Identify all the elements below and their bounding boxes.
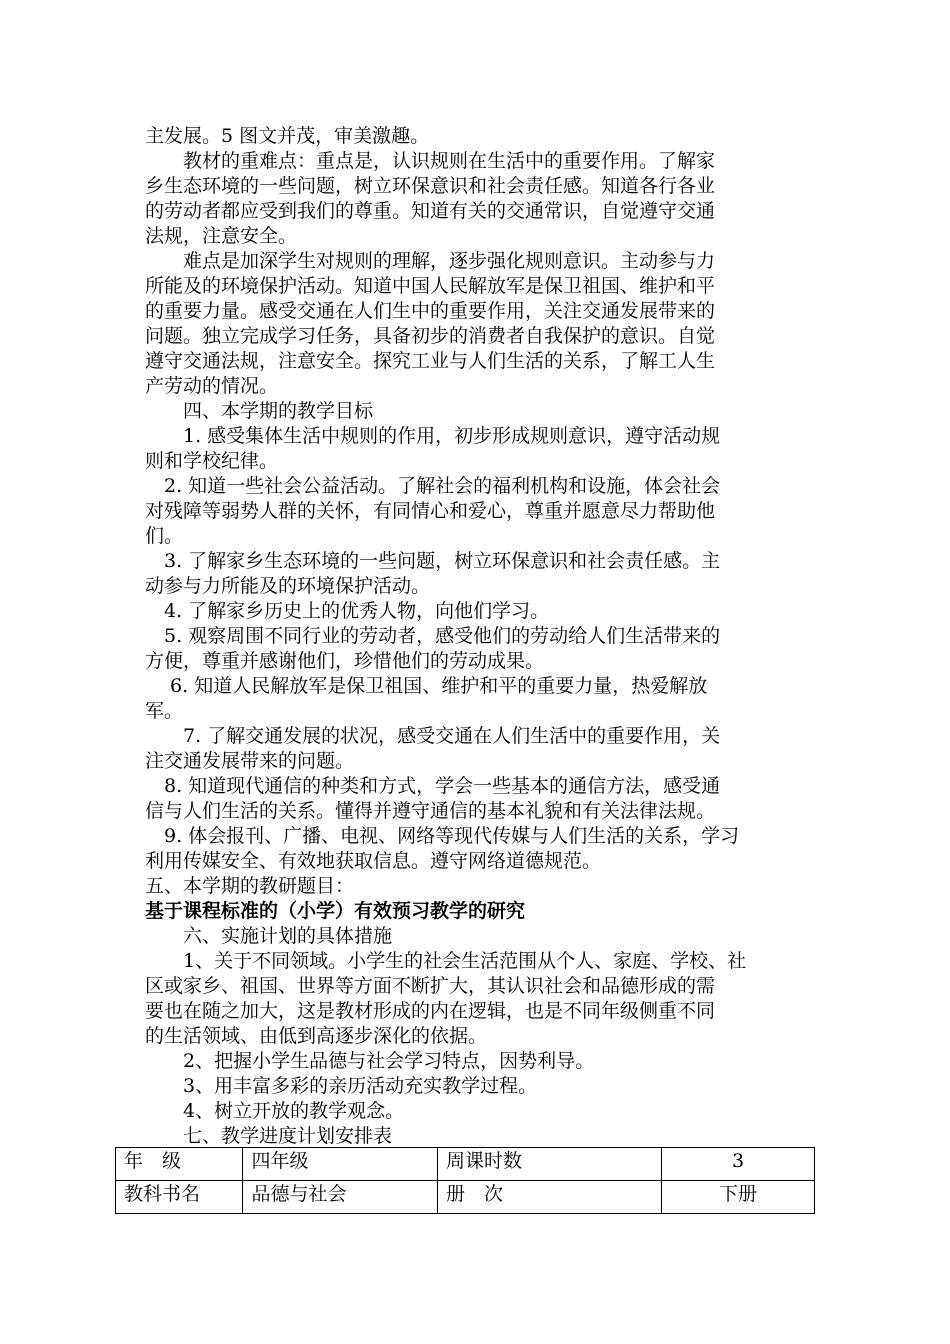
text-line: 1. 感受集体生活中规则的作用，初步形成规则意识，遵守活动规	[145, 425, 721, 447]
text-line: 3、用丰富多彩的亲历活动充实教学过程。	[145, 1075, 538, 1097]
schedule-table	[115, 1147, 815, 1214]
text-line: 2. 知道一些社会公益活动。了解社会的福利机构和设施，体会社会	[145, 475, 721, 497]
table-cell: 品德与社会	[243, 1181, 437, 1214]
table-cell: 3	[662, 1148, 815, 1181]
text-line: 所能及的环境保护活动。知道中国人民解放军是保卫祖国、维护和平	[145, 275, 716, 297]
text-line: 则和学校纪律。	[145, 450, 279, 472]
text-line: 四、本学期的教学目标	[145, 400, 374, 422]
text-line: 4. 了解家乡历史上的优秀人物，向他们学习。	[145, 600, 550, 622]
table-cell: 周课时数	[437, 1148, 661, 1181]
text-line: 遵守交通法规，注意安全。探究工业与人们生活的关系，了解工人生	[145, 350, 716, 372]
text-line: 主发展。5 图文并茂，审美激趣。	[145, 125, 430, 147]
table-row	[116, 1181, 815, 1214]
text-line: 信与人们生活的关系。懂得并遵守通信的基本礼貌和有关法律法规。	[145, 800, 716, 822]
text-line: 6. 知道人民解放军是保卫祖国、维护和平的重要力量，热爱解放	[145, 675, 708, 697]
text-line: 对残障等弱势人群的关怀，有同情心和爱心，尊重并愿意尽力帮助他	[145, 500, 716, 522]
table-row	[116, 1148, 815, 1181]
text-line: 方便，尊重并感谢他们，珍惜他们的劳动成果。	[145, 650, 545, 672]
text-line: 乡生态环境的一些问题，树立环保意识和社会责任感。知道各行各业	[145, 175, 716, 197]
text-line: 的生活领域、由低到高逐步深化的依据。	[145, 1025, 488, 1047]
text-line: 产劳动的情况。	[145, 375, 279, 397]
text-line: 动参与力所能及的环境保护活动。	[145, 575, 431, 597]
text-line: 七、教学进度计划安排表	[145, 1125, 393, 1147]
research-topic-heading: 基于课程标准的（小学）有效预习教学的研究	[145, 900, 526, 922]
table-cell: 下册	[662, 1181, 815, 1214]
text-line: 法规，注意安全。	[145, 225, 298, 247]
text-line: 利用传媒安全、有效地获取信息。遵守网络道德规范。	[145, 850, 602, 872]
text-line: 问题。独立完成学习任务，具备初步的消费者自我保护的意识。自觉	[145, 325, 716, 347]
table-cell: 教科书名	[116, 1181, 243, 1214]
text-line: 区或家乡、祖国、世界等方面不断扩大，其认识社会和品德形成的需	[145, 975, 716, 997]
text-line: 1、关于不同领域。小学生的社会生活范围从个人、家庭、学校、社	[145, 950, 747, 972]
text-line: 的重要力量。感受交通在人们生中的重要作用，关注交通发展带来的	[145, 300, 716, 322]
table-cell: 册 次	[437, 1181, 661, 1214]
text-line: 注交通发展带来的问题。	[145, 750, 355, 772]
text-line: 五、本学期的教研题目：	[145, 875, 355, 897]
text-line: 难点是加深学生对规则的理解，逐步强化规则意识。主动参与力	[145, 250, 716, 272]
text-line: 7. 了解交通发展的状况，感受交通在人们生活中的重要作用，关	[145, 725, 721, 747]
text-line: 要也在随之加大，这是教材形成的内在逻辑，也是不同年级侧重不同	[145, 1000, 716, 1022]
text-line: 的劳动者都应受到我们的尊重。知道有关的交通常识，自觉遵守交通	[145, 200, 716, 222]
text-line: 9. 体会报刊、广播、电视、网络等现代传媒与人们生活的关系，学习	[145, 825, 740, 847]
text-line: 军。	[145, 700, 184, 722]
table-cell: 四年级	[243, 1148, 437, 1181]
text-line: 5. 观察周围不同行业的劳动者，感受他们的劳动给人们生活带来的	[145, 625, 721, 647]
text-line: 六、实施计划的具体措施	[145, 925, 393, 947]
table-cell: 年 级	[116, 1148, 243, 1181]
text-line: 们。	[145, 525, 184, 547]
text-line: 4、树立开放的教学观念。	[145, 1100, 405, 1122]
text-line: 2、把握小学生品德与社会学习特点，因势利导。	[145, 1050, 595, 1072]
text-line: 8. 知道现代通信的种类和方式，学会一些基本的通信方法，感受通	[145, 775, 721, 797]
text-line: 3. 了解家乡生态环境的一些问题，树立环保意识和社会责任感。主	[145, 550, 721, 572]
text-line: 教材的重难点：重点是，认识规则在生活中的重要作用。了解家	[145, 150, 716, 172]
